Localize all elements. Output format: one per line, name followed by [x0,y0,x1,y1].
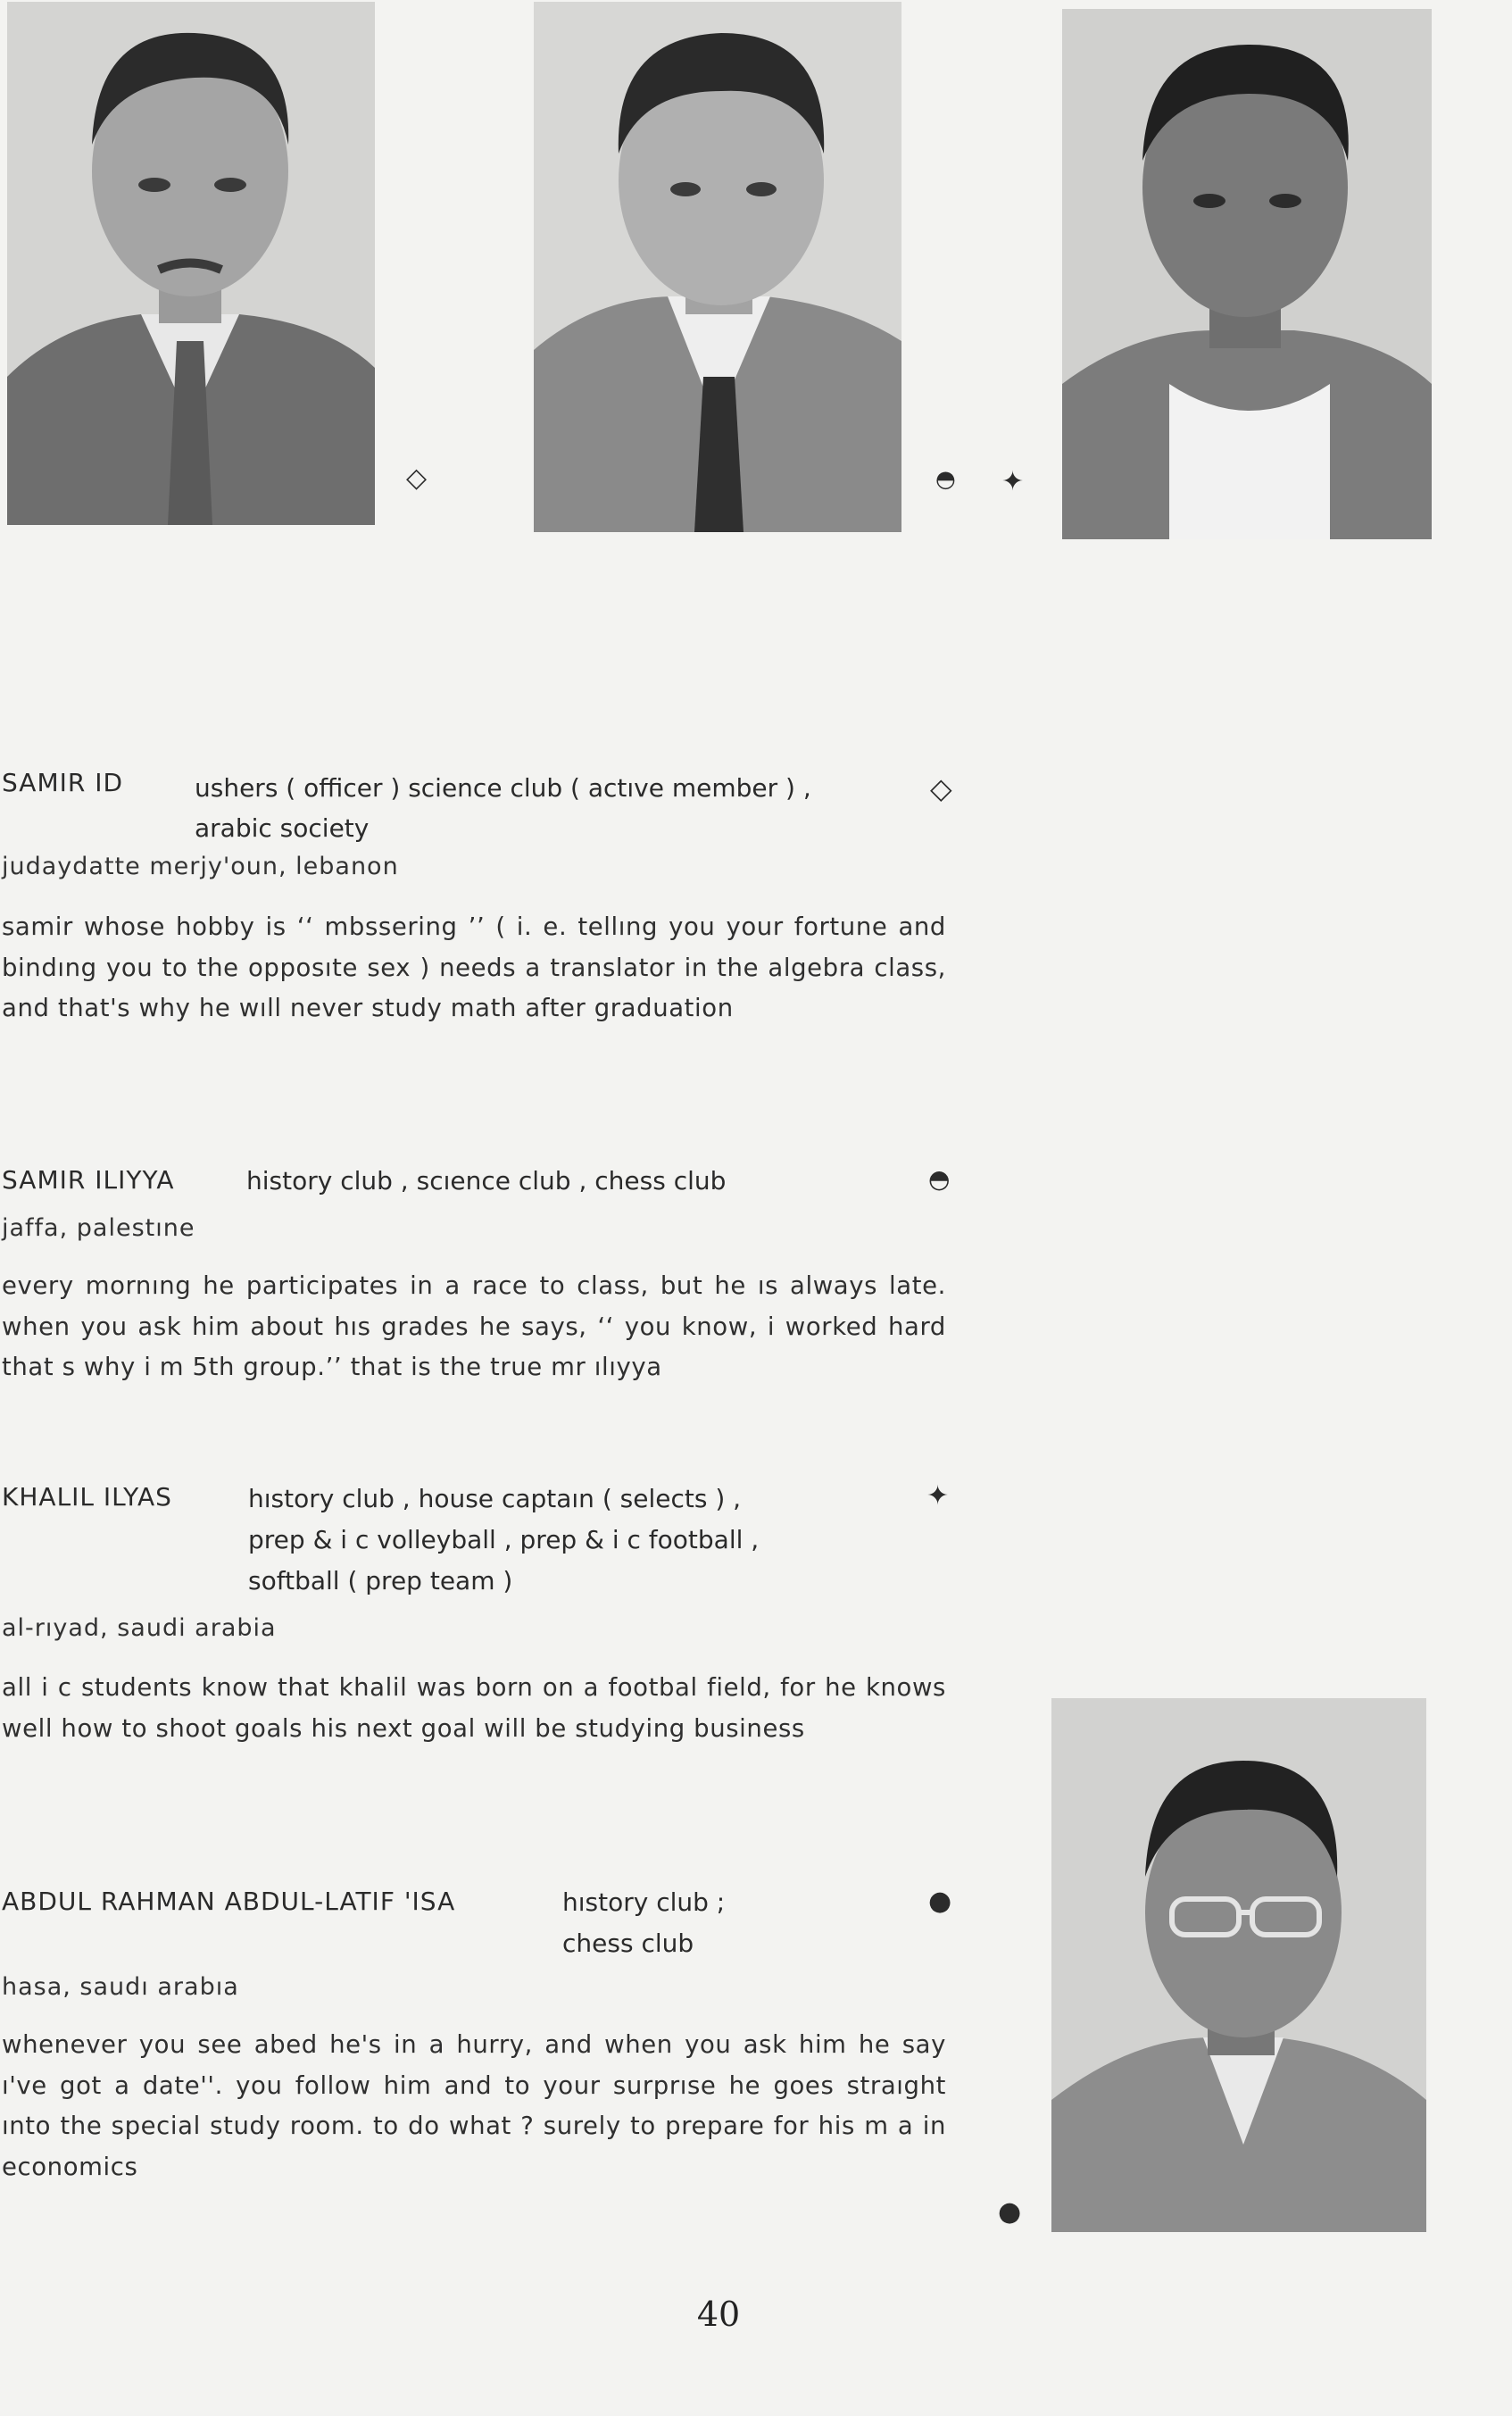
hometown: judaydatte merjy'oun, lebanon [2,853,399,880]
activities-line: hıstory club , house captaın ( selects ) , [248,1484,742,1513]
portrait-photo-samir-id [7,2,375,525]
hometown: hasa, saudı arabıa [2,1973,239,2001]
activities-line: ushers ( officer ) science club ( actıve member ) , [195,773,811,803]
dot-icon: ● [928,1886,952,1917]
student-description: every mornıng he participates in a race to class, but he ıs always late. when you ask him about hıs grades he says, ‘‘ you know, i worked hard that s why i m 5th group.’’ that is the true mr ılıyya [2,1271,946,1381]
page-number: 40 [696,2295,741,2334]
four-point-star-icon: ✦ [926,1480,950,1512]
hometown: al-rıyad, saudi arabia [2,1614,277,1642]
activities-line: hıstory club ; [562,1887,726,1917]
activities-line: history club , scıence club , chess club [246,1166,727,1196]
diamond-icon: ◇ [930,771,952,805]
student-name: SAMIR ID [2,768,124,797]
hometown: jaffa, palestıne [2,1214,195,1242]
portrait-photo-abdul-rahman-isa [1051,1698,1426,2232]
student-description: samir whose hobby is ‘‘ mbssering ’’ ( i. e. tellıng you your fortune and bindıng you to the opposıte sex ) needs a translator in the algebra class, and that's why he wıll never study math after graduation [2,912,946,1022]
half-circle-icon: ◓ [935,466,956,493]
half-circle-icon: ◓ [928,1164,951,1194]
portrait-photo-samir-iliyya [534,2,901,532]
student-description: whenever you see abed he's in a hurry, and when you ask him he say ı've got a date''. you follow him and to your surprıse he goes straıght ınto the special study room. to do what ? surely to prepare for his m a in economics [2,2030,946,2181]
activities-line: chess club [562,1929,694,1958]
student-name: SAMIR ILIYYA [2,1165,175,1195]
activities-line: softball ( prep team ) [248,1566,513,1595]
student-name: ABDUL RAHMAN ABDUL-LATIF 'ISA [2,1887,456,1916]
portrait-photo-khalil-ilyas [1062,9,1432,539]
four-point-star-icon: ✦ [1001,466,1025,497]
student-description: all i c students know that khalil was born on a footbal field, for he knows well how to shoot goals his next goal will be studying business [2,1673,946,1743]
diamond-icon: ◇ [406,462,428,494]
dot-icon: ● [998,2196,1022,2228]
activities-line: prep & i c volleyball , prep & i c football , [248,1525,760,1554]
student-name: KHALIL ILYAS [2,1482,172,1512]
activities-line: arabic society [195,813,370,843]
